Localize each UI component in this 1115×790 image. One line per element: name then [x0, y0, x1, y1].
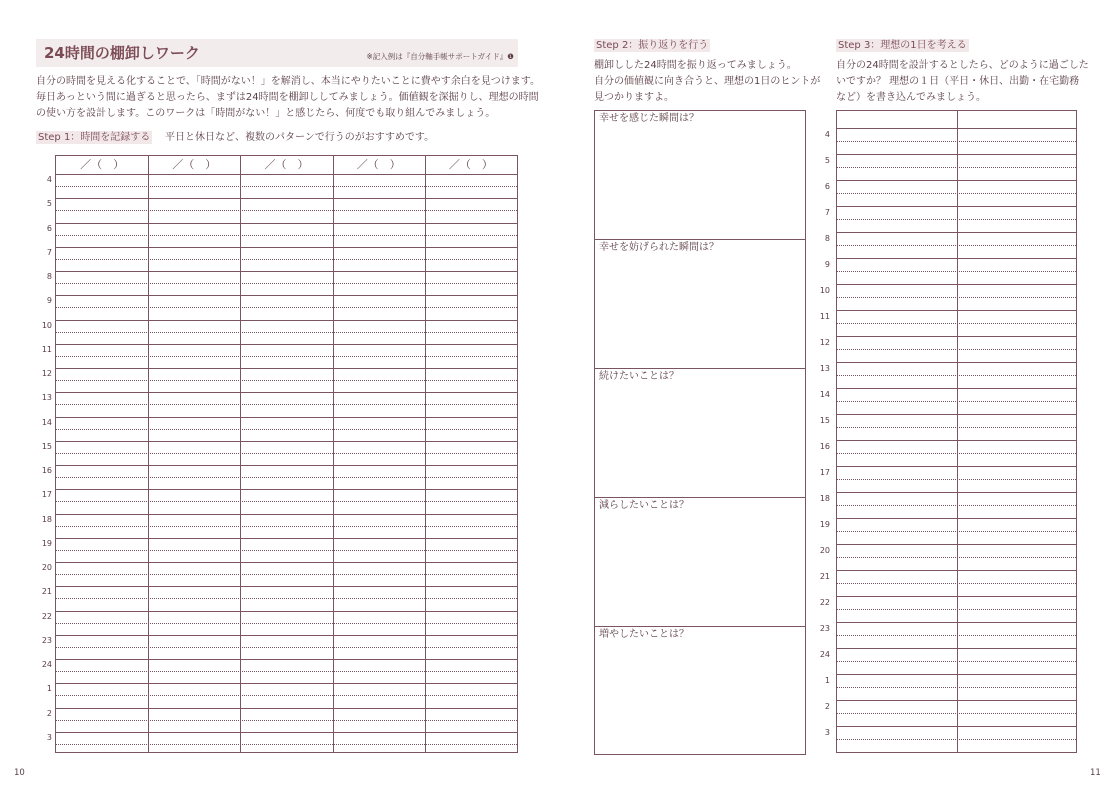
title-bar: [36, 39, 518, 67]
column-divider: [333, 156, 334, 752]
step1-description: 平日と休日など、複数のパターンで行うのがおすすめです。: [165, 132, 435, 143]
hour-label: 14: [819, 390, 830, 399]
hour-line: [56, 247, 517, 248]
hour-line: [56, 489, 517, 490]
reflection-divider: [595, 497, 805, 498]
date-header[interactable]: ／（ ）: [448, 158, 493, 171]
hour-label: 17: [819, 468, 830, 477]
half-hour-line: [837, 297, 1076, 298]
reflection-divider: [595, 368, 805, 369]
half-hour-line: [837, 739, 1076, 740]
half-hour-line: [56, 186, 517, 187]
hour-label: 23: [819, 624, 830, 633]
hour-line: [56, 344, 517, 345]
question-increase: 増やしたいことは？: [599, 629, 689, 640]
hour-line: [56, 198, 517, 199]
hour-label: 2: [46, 708, 52, 718]
step3-text-1: 自分の24時間を設計するとしたら、どのように過ごした: [836, 60, 1089, 71]
intro-line-2: 毎日あっという間に過ぎると思ったら、まずは24時間を棚卸ししてみましょう。価値観を深掘りし、理想の時間: [36, 92, 539, 103]
hour-label: 22: [819, 598, 830, 607]
hour-line: [837, 466, 1076, 467]
hour-line: [837, 388, 1076, 389]
intro-line-3: の使い方を設計します。このワークは「時間がない！」と感じたら、何度でも取り組んでみましょう。: [36, 108, 496, 119]
question-continue: 続けたいことは？: [599, 371, 679, 382]
hour-label: 1: [46, 684, 52, 694]
half-hour-line: [837, 427, 1076, 428]
hour-line: [56, 441, 517, 442]
half-hour-line: [837, 609, 1076, 610]
hour-line: [837, 492, 1076, 493]
half-hour-line: [837, 219, 1076, 220]
date-header[interactable]: ／（ ）: [80, 158, 125, 171]
half-hour-line: [56, 720, 517, 721]
hour-label: 21: [819, 572, 830, 581]
column-divider: [148, 156, 149, 752]
half-hour-line: [56, 671, 517, 672]
ideal-day-grid[interactable]: [836, 110, 1077, 753]
hour-labels-left: [36, 0, 54, 790]
hour-line: [837, 180, 1076, 181]
hour-label: 5: [824, 156, 830, 165]
hour-line: [56, 538, 517, 539]
hour-label: 3: [824, 728, 830, 737]
hour-label: 1: [824, 676, 830, 685]
hour-line: [56, 465, 517, 466]
reflection-box[interactable]: [594, 110, 806, 755]
step2-text-2: 自分の価値観に向き合うと、理想の1日のヒントが: [594, 76, 821, 87]
hour-line: [837, 700, 1076, 701]
half-hour-line: [837, 453, 1076, 454]
hour-label: 22: [41, 611, 52, 621]
half-hour-line: [56, 332, 517, 333]
half-hour-line: [837, 635, 1076, 636]
half-hour-line: [837, 141, 1076, 142]
hour-label: 16: [41, 466, 52, 475]
hour-label: 18: [819, 494, 830, 503]
half-hour-line: [837, 661, 1076, 662]
hour-label: 15: [819, 416, 830, 425]
hour-line: [56, 223, 517, 224]
hour-label: 9: [46, 296, 52, 306]
page-number-right: 11: [1090, 768, 1101, 778]
hour-label: 8: [46, 272, 52, 281]
hour-label: 8: [824, 234, 830, 243]
hour-line: [837, 570, 1076, 571]
half-hour-line: [56, 429, 517, 430]
half-hour-line: [56, 283, 517, 284]
hour-label: 11: [819, 312, 830, 321]
hour-label: 6: [46, 223, 52, 233]
half-hour-line: [837, 531, 1076, 532]
half-hour-line: [837, 167, 1076, 168]
hour-line: [837, 440, 1076, 441]
half-hour-line: [837, 193, 1076, 194]
page-title: 24時間の棚卸しワーク: [44, 44, 200, 62]
column-divider: [240, 156, 241, 752]
half-hour-line: [56, 526, 517, 527]
hour-label: 24: [41, 660, 52, 669]
hour-label: 5: [46, 199, 52, 209]
step3-label: Step 3：理想の1日を考える: [838, 40, 967, 51]
hour-line: [837, 258, 1076, 259]
half-hour-line: [56, 307, 517, 308]
header-divider: [56, 174, 517, 175]
hour-line: [837, 648, 1076, 649]
hour-line: [837, 414, 1076, 415]
example-note: ※記入例は『自分軸手帳サポートガイド』❶: [366, 52, 514, 61]
hour-line: [56, 708, 517, 709]
time-record-grid[interactable]: [55, 155, 518, 753]
hour-label: 13: [819, 364, 830, 373]
intro-line-1: 自分の時間を見える化することで、「時間がない！」を解消し、本当にやりたいことに費やす余白を見つけます。: [36, 76, 540, 87]
hour-label: 17: [41, 490, 52, 500]
hour-line: [56, 514, 517, 515]
step3-text-2: いですか？ 理想の１日（平日・休日、出勤・在宅勤務: [836, 76, 1080, 87]
hour-label: 19: [41, 538, 52, 548]
date-header[interactable]: ／（ ）: [356, 158, 401, 171]
half-hour-line: [56, 356, 517, 357]
hour-label: 19: [819, 520, 830, 529]
hour-label: 18: [41, 514, 52, 524]
half-hour-line: [56, 210, 517, 211]
hour-line: [56, 562, 517, 563]
hour-line: [837, 726, 1076, 727]
question-reduce: 減らしたいことは？: [599, 500, 689, 511]
hour-label: 4: [824, 130, 830, 139]
half-hour-line: [56, 259, 517, 260]
hour-line: [56, 368, 517, 369]
hour-label: 24: [819, 650, 830, 659]
hour-line: [837, 596, 1076, 597]
hour-label: 11: [41, 344, 52, 354]
column-divider: [957, 111, 958, 752]
hour-label: 15: [41, 441, 52, 451]
half-hour-line: [56, 477, 517, 478]
half-hour-line: [56, 744, 517, 745]
hour-label: 12: [41, 369, 52, 378]
half-hour-line: [56, 453, 517, 454]
hour-line: [837, 518, 1076, 519]
hour-line: [837, 154, 1076, 155]
hour-line: [56, 611, 517, 612]
hour-line: [837, 362, 1076, 363]
date-header[interactable]: ／（ ）: [264, 158, 309, 171]
half-hour-line: [56, 380, 517, 381]
hour-line: [56, 659, 517, 660]
hour-line: [56, 271, 517, 272]
half-hour-line: [56, 550, 517, 551]
hour-line: [56, 635, 517, 636]
header-divider: [837, 128, 1076, 129]
hour-line: [56, 732, 517, 733]
half-hour-line: [56, 647, 517, 648]
step2-text-1: 棚卸しした24時間を振り返ってみましょう。: [594, 60, 797, 71]
hour-labels-right: [814, 0, 832, 790]
hour-line: [837, 284, 1076, 285]
half-hour-line: [837, 245, 1076, 246]
hour-label: 4: [46, 175, 52, 184]
half-hour-line: [56, 598, 517, 599]
hour-line: [837, 544, 1076, 545]
half-hour-line: [56, 574, 517, 575]
hour-label: 16: [819, 442, 830, 451]
hour-line: [56, 683, 517, 684]
half-hour-line: [837, 375, 1076, 376]
half-hour-line: [837, 713, 1076, 714]
hour-label: 20: [41, 563, 52, 572]
half-hour-line: [837, 479, 1076, 480]
date-header[interactable]: ／（ ）: [172, 158, 217, 171]
half-hour-line: [56, 623, 517, 624]
hour-label: 7: [824, 208, 830, 217]
hour-line: [837, 674, 1076, 675]
hour-label: 2: [824, 702, 830, 711]
hour-label: 7: [46, 247, 52, 257]
hour-line: [837, 206, 1076, 207]
hour-label: 12: [819, 338, 830, 347]
step3-text-3: など）を書き込んでみましょう。: [836, 92, 986, 103]
reflection-divider: [595, 626, 805, 627]
step1-label: Step 1：時間を記録する: [38, 132, 151, 143]
half-hour-line: [837, 401, 1076, 402]
half-hour-line: [837, 583, 1076, 584]
column-divider: [425, 156, 426, 752]
hour-line: [837, 336, 1076, 337]
hour-line: [56, 392, 517, 393]
hour-line: [837, 310, 1076, 311]
half-hour-line: [837, 323, 1076, 324]
hour-line: [837, 232, 1076, 233]
hour-line: [56, 586, 517, 587]
half-hour-line: [837, 349, 1076, 350]
hour-label: 13: [41, 393, 52, 403]
question-happy-moment: 幸せを感じた瞬間は？: [599, 113, 699, 124]
hour-label: 10: [819, 286, 830, 295]
hour-label: 20: [819, 546, 830, 555]
step2-text-3: 見つかりますよ。: [594, 92, 674, 103]
hour-label: 10: [41, 320, 52, 330]
hour-label: 14: [41, 417, 52, 427]
hour-line: [56, 320, 517, 321]
half-hour-line: [56, 235, 517, 236]
half-hour-line: [56, 695, 517, 696]
half-hour-line: [837, 505, 1076, 506]
half-hour-line: [837, 557, 1076, 558]
half-hour-line: [56, 404, 517, 405]
hour-label: 23: [41, 635, 52, 645]
half-hour-line: [837, 271, 1076, 272]
question-hindered-moment: 幸せを妨げられた瞬間は？: [599, 242, 719, 253]
half-hour-line: [837, 687, 1076, 688]
hour-label: 3: [46, 732, 52, 742]
hour-line: [56, 295, 517, 296]
hour-line: [56, 417, 517, 418]
half-hour-line: [56, 501, 517, 502]
hour-label: 6: [824, 182, 830, 191]
reflection-divider: [595, 239, 805, 240]
hour-label: 9: [824, 260, 830, 269]
page-number-left: 10: [14, 768, 25, 778]
step2-label: Step 2：振り返りを行う: [596, 40, 709, 51]
hour-line: [837, 622, 1076, 623]
hour-label: 21: [41, 587, 52, 597]
